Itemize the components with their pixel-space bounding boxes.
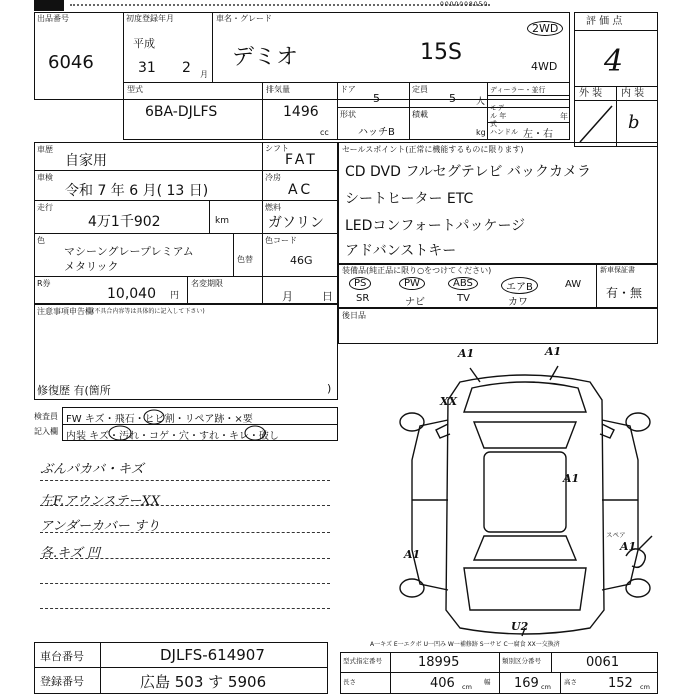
equip-leather: カワ [508, 297, 528, 308]
top-scan-edge [34, 0, 64, 11]
width-label: 幅 [484, 678, 491, 686]
doors-label: ドア [340, 85, 356, 94]
capacity: 5 [449, 92, 456, 105]
r-label: R券 [37, 279, 51, 288]
drive-4wd: 4WD [531, 60, 558, 73]
diagram-mark-front-right: A1 [545, 345, 562, 358]
shape: ハッチB [358, 127, 395, 138]
load-unit: kg [476, 128, 486, 137]
height: 152 [608, 676, 633, 691]
score-interior: b [628, 112, 640, 133]
handle-label: ハンドル [490, 128, 518, 136]
equip-aw: AW [565, 279, 582, 290]
transfer-day: 日 [322, 290, 333, 303]
shape-label: 形状 [340, 110, 356, 119]
mileage-label: 走行 [37, 203, 53, 212]
equip-navi: ナビ [405, 297, 425, 308]
equip-sr: SR [356, 293, 370, 304]
era: 平成 [133, 37, 155, 50]
color-line2: メタリック [64, 260, 119, 273]
ac-label: 冷房 [265, 173, 281, 182]
width: 169 [514, 676, 539, 691]
fuel-label: 燃料 [265, 203, 281, 212]
equipment-label: 装備品(純正品に限り○をつけてください) [342, 266, 492, 275]
chassis-number: DJLFS-614907 [160, 646, 265, 664]
equip-airbag: エアB [501, 277, 538, 294]
mileage-unit: km [215, 216, 229, 226]
first-reg-month: 2 [182, 60, 191, 76]
reg-label: 登録番号 [40, 675, 84, 688]
length: 406 [430, 676, 455, 691]
doors: 5 [373, 92, 380, 105]
caution-sub: (不具合内容等は具体的に記入して下さい) [92, 308, 205, 315]
class-number: 0061 [586, 655, 620, 670]
handwritten-note-2: 左F.アウンステーXX [40, 494, 160, 509]
handle: 左・右 [523, 129, 553, 140]
usage: 自家用 [65, 153, 107, 169]
displacement-unit: cc [320, 128, 329, 137]
repair-label: 修復歴 有(箇所 [37, 384, 111, 397]
model-cat: 18995 [418, 655, 460, 670]
color-code-label: 色コード [265, 236, 297, 245]
inspection-row-2: 内装 キズ・汚れ・コゲ・穴・すれ・キレ・破し [66, 431, 279, 442]
grade: 15S [420, 40, 462, 65]
repair-close: ) [327, 382, 332, 395]
diagram-mark-left-fender: XX [440, 395, 458, 408]
sales-point-line-4: アドバンストキー [345, 243, 457, 259]
equip-abs: ABS [448, 277, 478, 290]
handwritten-note-3: アンダーカバー すり [40, 519, 160, 534]
top-scan-dots [70, 0, 490, 6]
exterior-slash-mark [576, 102, 616, 146]
diagram-side-note: スペア [606, 531, 626, 539]
interior-label: 内 装 [621, 88, 645, 99]
transfer-label: 名変期限 [191, 279, 223, 288]
length-unit: cm [462, 683, 472, 691]
month-unit: 月 [200, 70, 208, 79]
equip-tv: TV [457, 293, 470, 304]
transfer-month: 月 [282, 290, 293, 303]
capacity-unit: 人 [476, 97, 486, 107]
height-unit: cm [640, 683, 650, 691]
diagram-mark-right-door: A1 [563, 472, 580, 485]
shift-label: シフト [265, 144, 289, 153]
inspection-date: 令和 7 年 6 月( 13 日) [65, 183, 209, 199]
after-label: 後日品 [342, 311, 366, 320]
top-code: 0000008050 [440, 1, 489, 8]
lot-number: 6046 [48, 52, 94, 73]
diagram-mark-rear-bumper: U2 [511, 620, 529, 633]
usage-label: 車歴 [37, 145, 53, 154]
mileage: 4万1千902 [88, 214, 161, 230]
displacement-label: 排気量 [266, 85, 290, 94]
color-label: 色 [37, 236, 45, 245]
ac: AC [288, 182, 314, 198]
chassis-label: 車台番号 [40, 650, 84, 663]
warranty-label: 新車保証書 [600, 266, 635, 274]
handwritten-note-1: ぶんパカバ・キズ [40, 462, 144, 477]
diagram-legend: A一キズ E一エクボ U一凹み W一補修跡 S一サビ C一腐食 XX一交換済 [370, 641, 560, 648]
lot-label: 出品番号 [37, 14, 69, 23]
caution-label: 注意事項申告欄 [37, 307, 93, 316]
inspector-label: 検査員 [34, 412, 58, 421]
plate-number: 広島 503 す 5906 [140, 673, 267, 691]
year-unit: 年 [560, 112, 568, 121]
width-unit: cm [541, 683, 551, 691]
color-change-label: 色替 [237, 255, 253, 264]
shift: FAT [285, 152, 318, 168]
model-cat-label: 型式指定番号 [343, 657, 382, 665]
model-year-label: モデル 年式 [490, 104, 507, 128]
inspection-label: 車検 [37, 173, 53, 182]
r-amount: 10,040 [107, 286, 156, 302]
color-code: 46G [290, 254, 313, 267]
inspection-row-1: FW キズ・飛石・ヒビ割・リペア跡・×要 [66, 414, 253, 425]
diagram-mark-rear-right: A1 [620, 540, 637, 553]
dealer-label: ディーラー・並行 [490, 86, 546, 94]
score-label: 評 価 点 [586, 16, 623, 27]
capacity-label: 定員 [412, 85, 428, 94]
entry-label: 記入欄 [34, 427, 58, 436]
car-name: デミオ [232, 45, 299, 70]
first-reg-label: 初度登録年月 [126, 14, 174, 23]
after-box [338, 308, 658, 344]
warranty: 有・無 [606, 286, 643, 300]
handwritten-note-4: 各.キズ 凹 [40, 546, 101, 561]
score-overall: 4 [604, 44, 624, 79]
sales-point-line-3: LEDコンフォートパッケージ [345, 218, 526, 234]
diagram-mark-front-left: A1 [458, 347, 475, 360]
first-reg-year: 31 [138, 60, 156, 76]
name-grade-label: 車名・グレード [216, 14, 272, 23]
yen-unit: 円 [170, 291, 180, 301]
inspection-circle-marks [62, 407, 338, 441]
sales-point-line-1: CD DVD フルセグテレビ バックカメラ [345, 164, 591, 180]
equip-ps: PS [349, 277, 371, 290]
car-damage-diagram [390, 360, 660, 640]
exterior-label: 外 装 [579, 88, 603, 99]
sales-point-line-2: シートヒーター ETC [345, 191, 474, 207]
length-label: 長さ [343, 678, 356, 686]
diagram-mark-rear-left: A1 [404, 548, 421, 561]
equip-pw: PW [399, 277, 425, 290]
color-line1: マシーングレープレミアム [64, 245, 194, 258]
fuel: ガソリン [268, 215, 324, 231]
displacement: 1496 [283, 104, 319, 120]
model: 6BA-DJLFS [145, 104, 218, 120]
model-label: 型式 [127, 85, 143, 94]
class-label: 類別区分番号 [502, 657, 541, 665]
drive-2wd: 2WD [527, 21, 563, 36]
sales-points-label: セールスポイント(正常に機能するものに限ります) [342, 145, 524, 154]
height-label: 高さ [564, 678, 577, 686]
load-label: 積載 [412, 110, 428, 119]
